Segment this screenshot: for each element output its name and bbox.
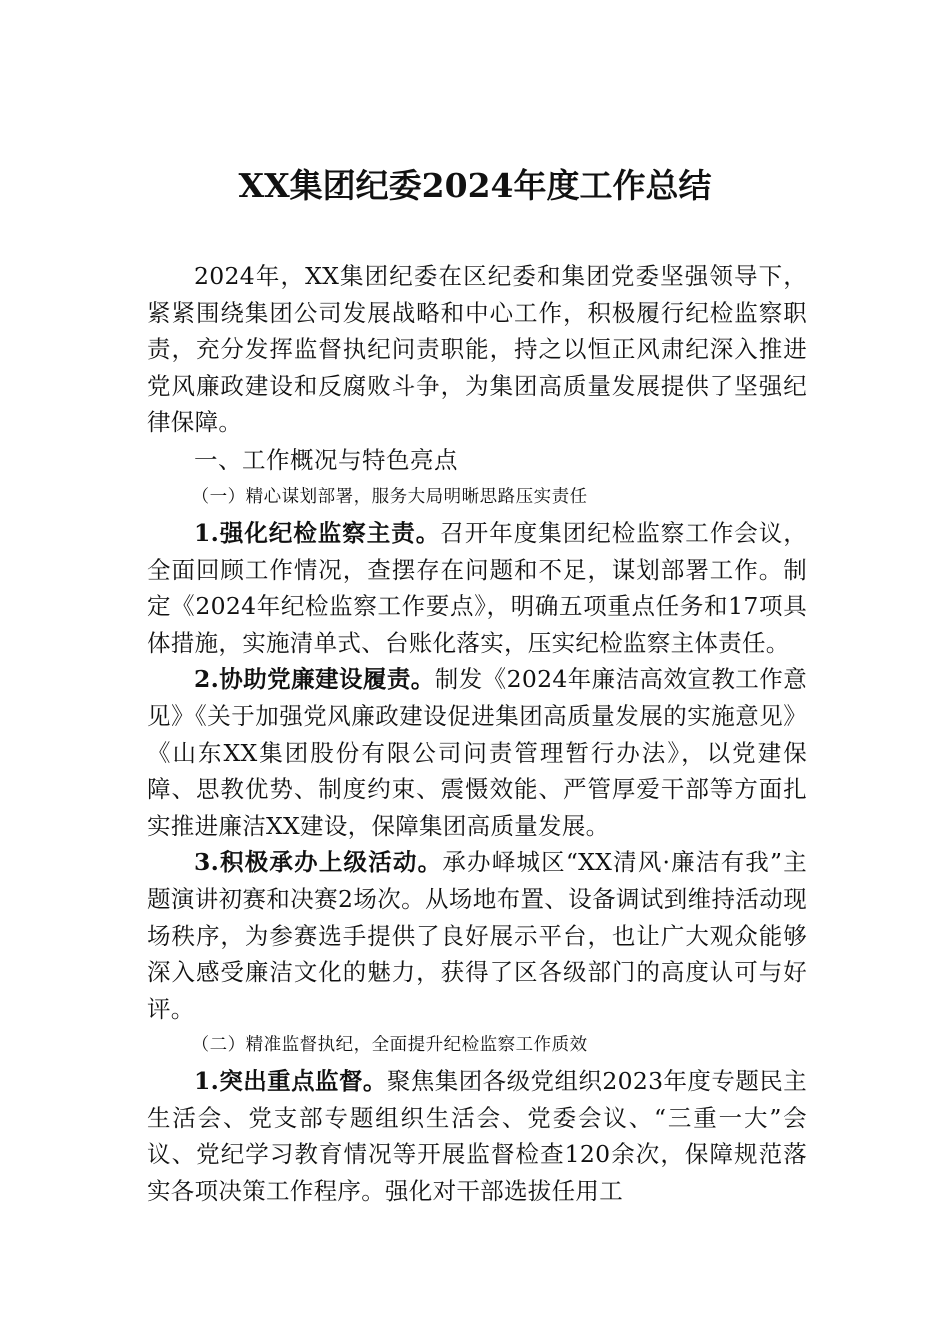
paragraph-item-1-2: [147, 661, 807, 844]
item-lead: 1.突出重点监督。: [194, 1067, 387, 1096]
item-lead: 3.积极承办上级活动。: [194, 848, 443, 877]
document-body: [147, 258, 807, 1210]
item-text: 制发《2024年廉洁高效宣教工作意见》《关于加强党风廉政建设促进集团高质量发展的实施意见》《山东XX集团股份有限公司问责管理暂行办法》，以党建保障、思教优势、制度约束、震慑效能、严管厚爱干部等方面扎实推进廉洁XX建设，保障集团高质量发展。: [147, 665, 807, 840]
intro-paragraph: 2024年，XX集团纪委在区纪委和集团党委坚强领导下，紧紧围绕集团公司发展战略和中心工作，积极履行纪检监察职责，充分发挥监督执纪问责职能，持之以恒正风肃纪深入推进党风廉政建设和反腐败斗争，为集团高质量发展提供了坚强纪律保障。: [147, 262, 807, 437]
paragraph-item-1-3: [147, 844, 807, 1027]
section-heading-1: 一、工作概况与特色亮点: [194, 445, 458, 474]
item-text: 承办峄城区“XX清风·廉洁有我”主题演讲初赛和决赛2场次。从场地布置、设备调试到维持活动现场秩序，为参赛选手提供了良好展示平台，也让广大观众能够深入感受廉洁文化的魅力，获得了区各级部门的高度认可与好评。: [147, 848, 807, 1023]
subsection-heading-2: （二）精准监督执纪，全面提升纪检监察工作质效: [191, 1035, 588, 1056]
item-lead: 2.协助党廉建设履责。: [194, 665, 435, 694]
item-text: 聚焦集团各级党组织2023年度专题民主生活会、党支部专题组织生活会、党委会议、“三重一大”会议、党纪学习教育情况等开展监督检查120余次，保障规范落实各项决策工作程序。强化对干部选拔任用工: [147, 1067, 807, 1206]
document-title: XX集团纪委2024年度工作总结: [238, 166, 712, 205]
paragraph-item-2-1: [147, 1063, 807, 1209]
item-lead: 1.强化纪检监察主责。: [194, 518, 441, 547]
paragraph-item-1-1: [147, 515, 807, 661]
subsection-heading-1: （一）精心谋划部署，服务大局明晰思路压实责任: [191, 486, 588, 507]
item-text: 召开年度集团纪检监察工作会议，全面回顾工作情况，查摆存在问题和不足，谋划部署工作。制定《2024年纪检监察工作要点》，明确五项重点任务和17项具体措施，实施清单式、台账化落实，压实纪检监察主体责任。: [147, 518, 807, 657]
